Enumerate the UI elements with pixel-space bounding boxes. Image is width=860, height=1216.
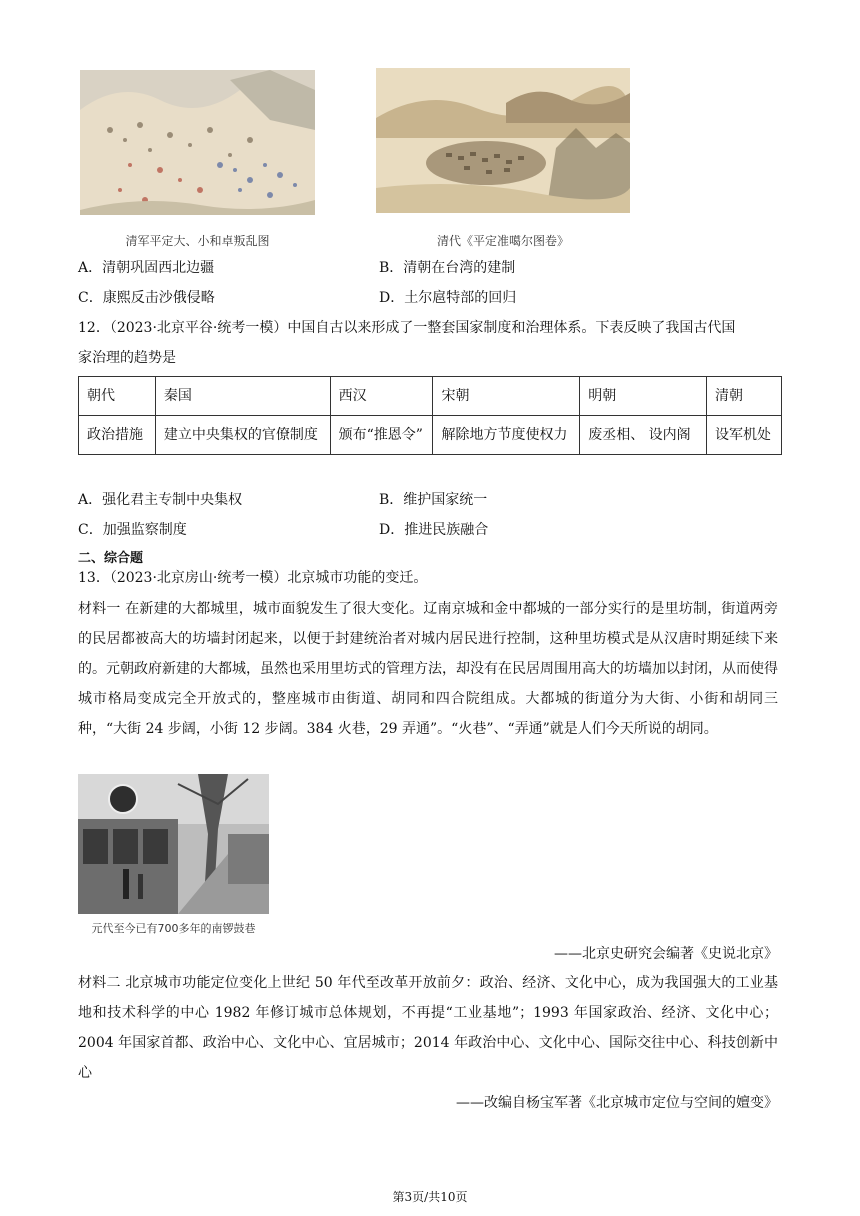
table-cell: 朝代 bbox=[79, 377, 156, 416]
table-cell: 建立中央集权的官僚制度 bbox=[155, 416, 330, 455]
page-number: 第3页/共10页 bbox=[392, 1190, 468, 1204]
table-cell: 清朝 bbox=[707, 377, 782, 416]
governance-table bbox=[78, 376, 782, 455]
image-caption-1: 清军平定大、小和卓叛乱图 bbox=[125, 234, 270, 248]
table-cell: 明朝 bbox=[580, 377, 707, 416]
q11-option-a[interactable]: A．清朝巩固西北边疆 bbox=[78, 260, 215, 276]
table-cell: 西汉 bbox=[330, 377, 433, 416]
table-cell: 废丞相、 设内阁 bbox=[580, 416, 707, 455]
q12-option-a[interactable]: A．强化君主专制中央集权 bbox=[78, 492, 243, 508]
section-title: 二、综合题 bbox=[78, 551, 144, 566]
table-cell: 设军机处 bbox=[707, 416, 782, 455]
table-cell: 政治措施 bbox=[79, 416, 156, 455]
table-cell: 颁布“推恩令” bbox=[330, 416, 433, 455]
q11-option-b[interactable]: B．清朝在台湾的建制 bbox=[379, 260, 516, 276]
scroll-painting-image bbox=[376, 68, 630, 213]
photo-caption: 元代至今已有700多年的南锣鼓巷 bbox=[91, 922, 256, 935]
q12-option-d[interactable]: D．推进民族融合 bbox=[379, 522, 489, 538]
q12-stem-line2: 家治理的趋势是 bbox=[78, 350, 176, 366]
table-cell: 宋朝 bbox=[433, 377, 580, 416]
q11-option-c[interactable]: C．康熙反击沙俄侵略 bbox=[78, 290, 215, 306]
q12-stem-line1: 12．（2023·北京平谷·统考一模）中国自古以来形成了一整套国家制度和治理体系。下表反映了我国古代国 bbox=[78, 320, 736, 336]
nanluoguxiang-photo bbox=[78, 774, 269, 914]
q12-option-c[interactable]: C．加强监察制度 bbox=[78, 522, 187, 538]
table-row bbox=[79, 416, 782, 455]
table-header-row bbox=[79, 377, 782, 416]
q11-option-d[interactable]: D．土尔扈特部的回归 bbox=[379, 290, 517, 306]
q12-option-b[interactable]: B．维护国家统一 bbox=[379, 492, 488, 508]
table-cell: 秦国 bbox=[155, 377, 330, 416]
q13-stem: 13．（2023·北京房山·统考一模）北京城市功能的变迁。 bbox=[78, 570, 428, 586]
material-1: 材料一 在新建的大都城里，城市面貌发生了很大变化。辽南京城和金中都城的一部分实行的是里坊制，街道两旁的民居都被高大的坊墙封闭起来，以便于封建统治者对城内居民进行控制，这种里坊模式是从汉唐时期延续下来的。元朝政府新建的大都城，虽然也采用里坊式的管理方法，却没有在民居周围用高大的坊墙加以封闭，从而使得城市格局变成完全开放式的，整座城市由街道、胡同和四合院组成。大都城的街道分为大街、小街和胡同三种，“大街 24 步阔，小街 12 步阔。384 火巷，29 弄通”。“火巷”、“弄通”就是人们今天所说的胡同。 bbox=[78, 601, 778, 737]
image-caption-2: 清代《平定准噶尔图卷》 bbox=[436, 234, 569, 248]
table-cell: 解除地方节度使权力 bbox=[433, 416, 580, 455]
source-1: ——北京史研究会编著《史说北京》 bbox=[554, 946, 778, 962]
source-2: ——改编自杨宝军著《北京城市定位与空间的嬗变》 bbox=[456, 1095, 778, 1111]
material-2: 材料二 北京城市功能定位变化上世纪 50 年代至改革开放前夕：政治、经济、文化中心，成为我国强大的工业基地和技术科学的中心 1982 年修订城市总体规划，不再提“工业基地”；1993 年国家政治、经济、文化中心；2004 年国家首都、政治中心、文化中心、宜居城市；2014 年政治中心、文化中心、国际交往中心、科技创新中心 bbox=[78, 975, 778, 1081]
battle-painting-image bbox=[80, 70, 315, 215]
